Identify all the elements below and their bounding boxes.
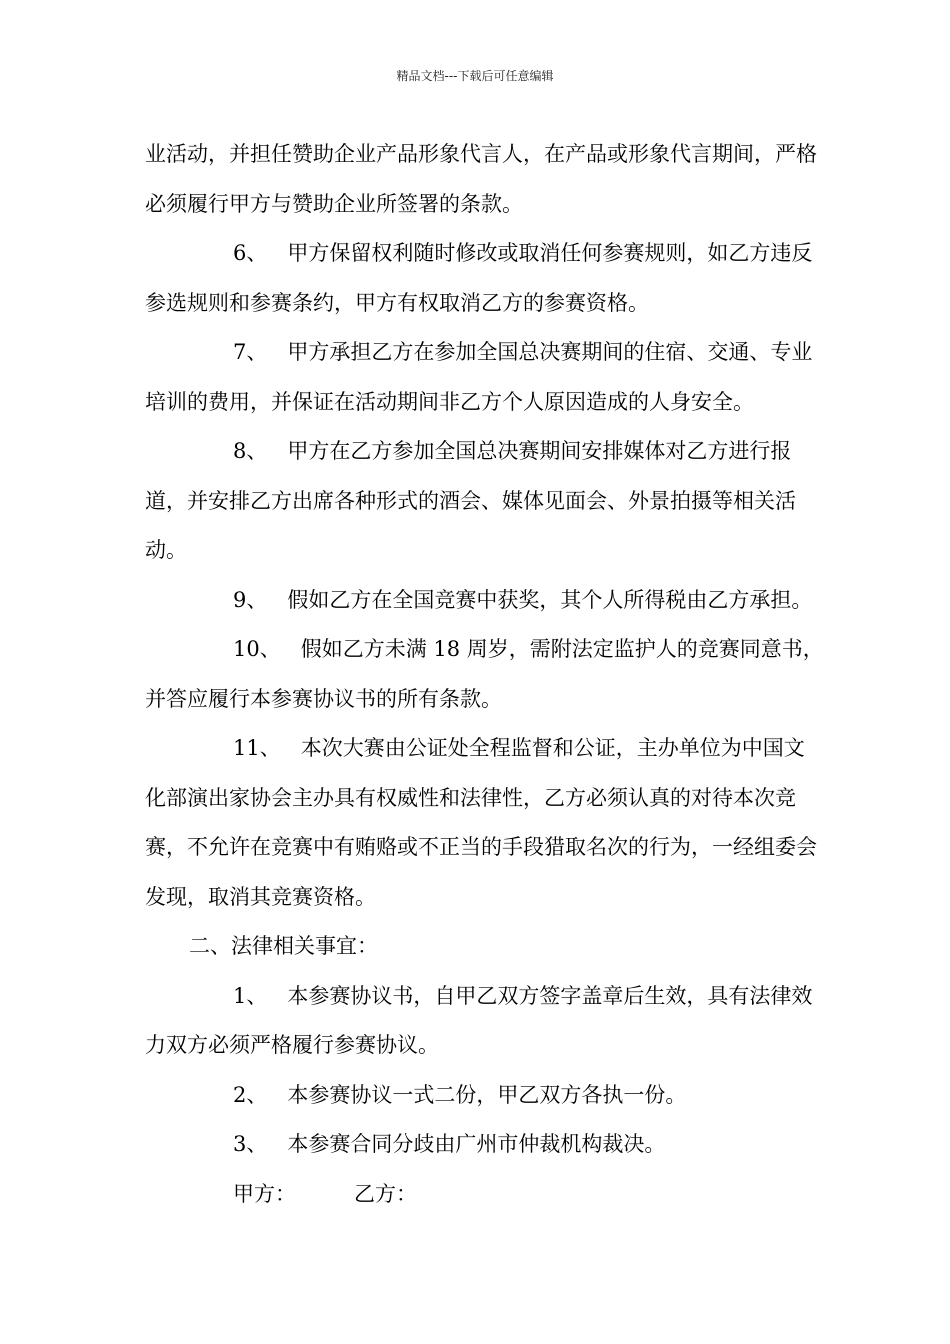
legal-clause-3 (145, 1120, 825, 1170)
clause-text: 本次大赛由公证处全程监督和公证，主办单位为中国文化部演出家协会主办具有权威性和法律性，乙方必须认真的对待本次竞赛，不允许在竞赛中有贿赂或不正当的手段猎取名次的行为，一经组委会发现，取消其竞赛资格。 (145, 736, 817, 909)
legal-clause-1 (145, 972, 825, 1071)
document-body (145, 130, 825, 1219)
clause-number: 7、 (233, 340, 268, 364)
section-heading-text: 二、法律相关事宜： (189, 934, 378, 958)
clause-number: 3、 (233, 1132, 268, 1156)
paragraph-continuation (145, 130, 825, 229)
clause-text: 假如乙方在全国竞赛中获奖，其个人所得税由乙方承担。 (287, 587, 813, 612)
clause-text: 本参赛合同分歧由广州市仲裁机构裁决。 (287, 1132, 666, 1156)
clause-number: 2、 (233, 1082, 268, 1107)
clause-11 (145, 724, 825, 922)
clause-10 (145, 625, 825, 724)
party-b-label: 乙方： (354, 1181, 417, 1206)
clause-number: 10、 (233, 637, 281, 661)
clause-9 (145, 576, 825, 626)
clause-text: 本参赛协议一式二份，甲乙双方各执一份。 (287, 1082, 687, 1107)
section-heading-legal (145, 922, 825, 972)
paragraph-text: 业活动，并担任赞助企业产品形象代言人，在产品或形象代言期间，严格必须履行甲方与赞助企业所签署的条款。 (145, 142, 817, 216)
clause-text: 甲方保留权利随时修改或取消任何参赛规则，如乙方违反参选规则和参赛条约，甲方有权取消乙方的参赛资格。 (145, 241, 813, 315)
signature-line (145, 1170, 825, 1220)
page-header: 精品文档---下载后可任意编辑 (396, 69, 554, 83)
clause-number: 11、 (233, 736, 281, 760)
clause-6 (145, 229, 825, 328)
clause-number: 6、 (233, 241, 268, 265)
party-a-label: 甲方： (233, 1181, 296, 1206)
clause-number: 1、 (233, 983, 268, 1008)
clause-text: 假如乙方未满 18 周岁，需附法定监护人的竞赛同意书，并答应履行本参赛协议书的所有条款。 (145, 637, 824, 711)
clause-text: 甲方承担乙方在参加全国总决赛期间的住宿、交通、专业培训的费用，并保证在活动期间非乙方个人原因造成的人身安全。 (145, 340, 813, 414)
clause-7 (145, 328, 825, 427)
legal-clause-2 (145, 1071, 825, 1121)
clause-number: 8、 (233, 439, 268, 463)
clause-number: 9、 (233, 587, 268, 612)
clause-text: 本参赛协议书，自甲乙双方签字盖章后生效，具有法律效力双方必须严格履行参赛协议。 (145, 983, 813, 1057)
clause-8 (145, 427, 825, 576)
clause-text: 甲方在乙方参加全国总决赛期间安排媒体对乙方进行报道，并安排乙方出席各种形式的酒会、媒体见面会、外景拍摄等相关活动。 (145, 439, 796, 562)
